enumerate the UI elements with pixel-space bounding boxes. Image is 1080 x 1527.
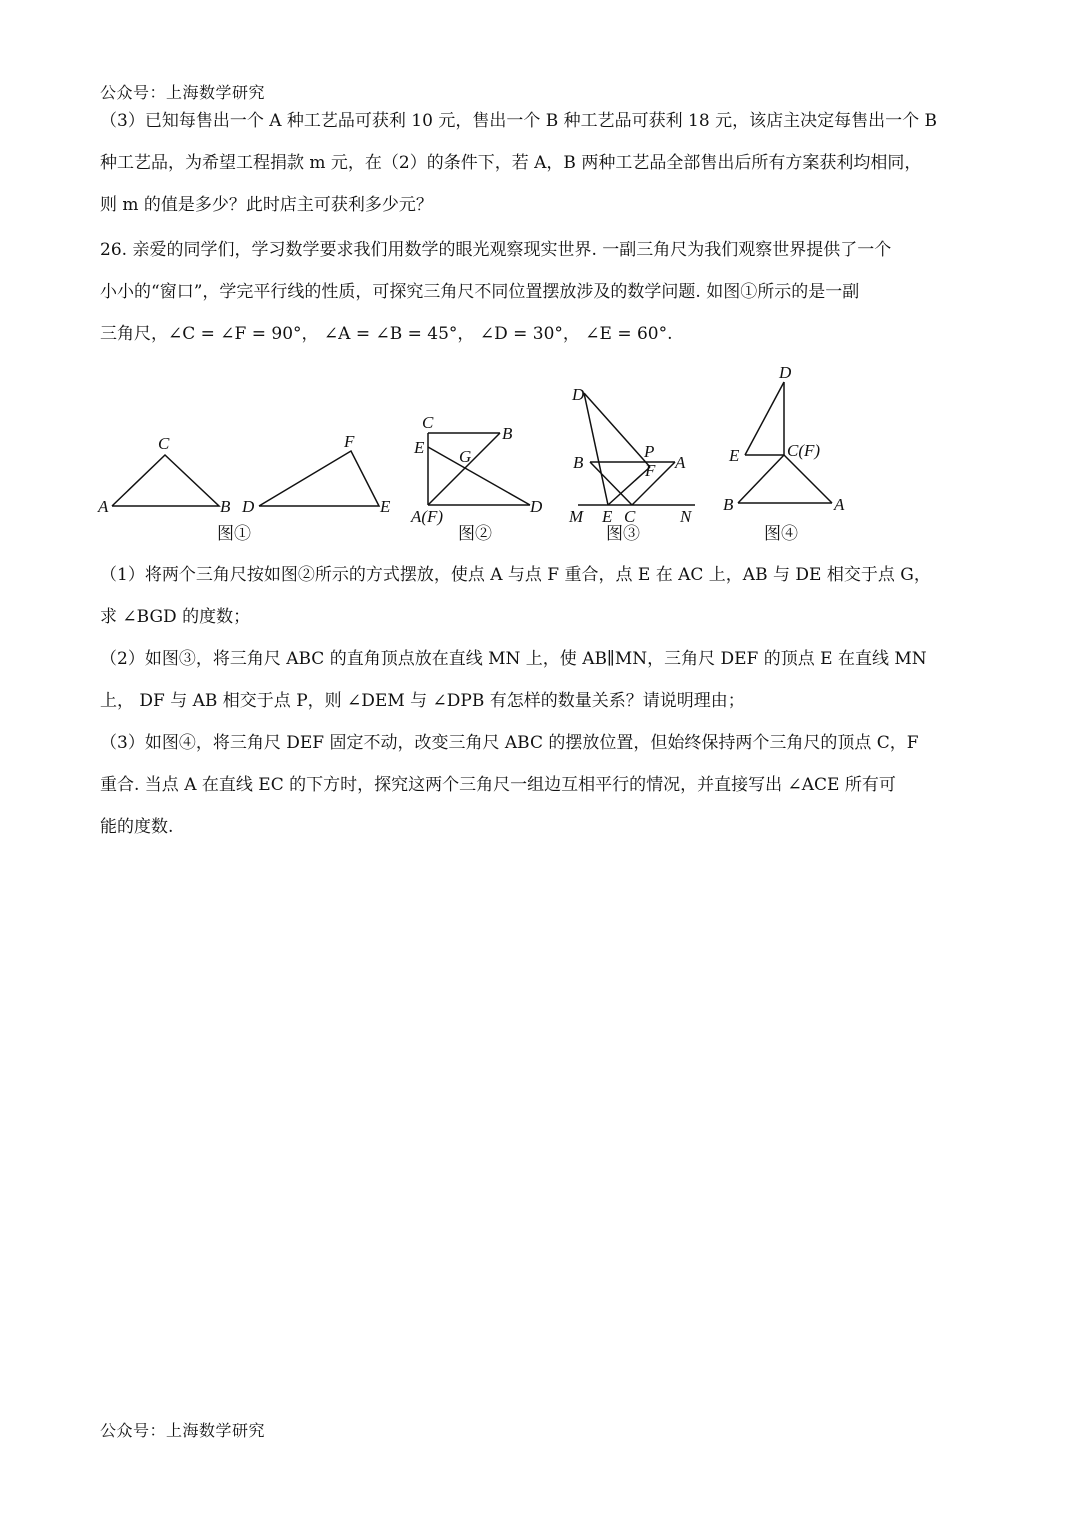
fig1-label-d: D xyxy=(242,497,255,516)
q26-part1-line-1: （1）将两个三角尺按如图②所示的方式摆放，使点 A 与点 F 重合，点 E 在 AC 上，AB 与 DE 相交于点 G， xyxy=(100,565,931,585)
q25-part3-line-2: 种工艺品，为希望工程捐款 m 元，在（2）的条件下，若 A，B 两种工艺品全部售出后所有方案获利均相同， xyxy=(100,153,922,173)
question-25-part-3 xyxy=(100,100,982,226)
q26-line-1: 26. 亲爱的同学们，学习数学要求我们用数学的眼光观察现实世界. 一副三角尺为我们观察世界提供了一个 xyxy=(100,240,892,260)
fig3-line-df xyxy=(584,393,650,467)
fig3-label-c: C xyxy=(624,507,636,526)
fig1-triangle-def xyxy=(259,451,379,506)
page-footer: 公众号：上海数学研究 xyxy=(100,1421,266,1440)
q26-part3-line-3: 能的度数. xyxy=(100,817,174,837)
figure-3-diagram xyxy=(578,393,695,505)
fig2-line-ed xyxy=(428,447,530,505)
fig1-label-e: E xyxy=(380,497,391,516)
fig1-label-c: C xyxy=(158,434,170,453)
fig2-caption: 图② xyxy=(458,524,492,543)
q26-line-3: 三角尺，∠C = ∠F = 90°， ∠A = ∠B = 45°， ∠D = 30°， ∠E = 60°. xyxy=(100,324,673,344)
fig1-triangle-abc xyxy=(112,455,219,506)
fig3-label-m: M xyxy=(569,507,584,526)
question-26-part-3 xyxy=(100,722,982,848)
fig1-label-a: A xyxy=(98,497,109,516)
fig3-label-a: A xyxy=(675,453,686,472)
question-26-intro xyxy=(100,229,982,355)
page-header: 公众号：上海数学研究 xyxy=(100,83,266,102)
fig2-label-af: A(F) xyxy=(411,507,444,526)
fig4-label-a: A xyxy=(834,495,845,514)
fig4-label-e: E xyxy=(729,446,740,465)
fig4-line-cb xyxy=(738,455,784,503)
q25-part3-line-3: 则 m 的值是多少？此时店主可获利多少元？ xyxy=(100,195,433,215)
fig3-label-e: E xyxy=(602,507,613,526)
fig3-label-f: F xyxy=(645,461,656,480)
fig3-label-n: N xyxy=(680,507,692,526)
question-26-part-2 xyxy=(100,638,982,722)
fig2-line-ba xyxy=(428,433,500,505)
fig2-label-d: D xyxy=(530,497,543,516)
fig3-label-b: B xyxy=(573,453,584,472)
q26-part1-line-2: 求 ∠BGD 的度数； xyxy=(100,607,251,627)
fig3-label-d: D xyxy=(572,385,585,404)
q26-part3-line-2: 重合. 当点 A 在直线 EC 的下方时，探究这两个三角尺一组边互相平行的情况，并直接写出 ∠ACE 所有可 xyxy=(100,775,896,795)
fig3-line-bc xyxy=(590,462,632,505)
q26-part3-line-1: （3）如图④，将三角尺 DEF 固定不动，改变三角尺 ABC 的摆放位置，但始终保持两个三角尺的顶点 C，F xyxy=(100,733,919,753)
fig4-line-ca xyxy=(784,455,832,503)
fig4-label-cf: C(F) xyxy=(787,441,821,460)
fig2-label-c: C xyxy=(422,413,434,432)
q26-line-2: 小小的“窗口”，学完平行线的性质，可探究三角尺不同位置摆放涉及的数学问题. 如图①所示的是一副 xyxy=(100,282,860,302)
fig4-line-de xyxy=(745,382,784,455)
fig3-label-p: P xyxy=(644,442,655,461)
figure-2-diagram xyxy=(428,433,530,505)
fig2-label-e: E xyxy=(414,438,425,457)
fig3-caption: 图③ xyxy=(606,524,640,543)
q26-part2-line-2: 上， DF 与 AB 相交于点 P，则 ∠DEM 与 ∠DPB 有怎样的数量关系？请说明理由； xyxy=(100,691,745,711)
q25-part3-line-1: （3）已知每售出一个 A 种工艺品可获利 10 元，售出一个 B 种工艺品可获利 18 元，该店主决定每售出一个 B xyxy=(100,111,937,131)
fig1-caption: 图① xyxy=(217,524,251,543)
fig1-label-b: B xyxy=(220,497,231,516)
fig2-label-g: G xyxy=(459,447,472,466)
question-26-part-1 xyxy=(100,554,982,638)
fig4-label-d: D xyxy=(779,363,792,382)
figures-row xyxy=(0,355,1080,555)
fig2-label-b: B xyxy=(502,424,513,443)
fig4-label-b: B xyxy=(723,495,734,514)
q26-part2-line-1: （2）如图③，将三角尺 ABC 的直角顶点放在直线 MN 上，使 AB∥MN，三角尺 DEF 的顶点 E 在直线 MN xyxy=(100,649,927,669)
fig3-line-de xyxy=(584,393,608,505)
fig4-caption: 图④ xyxy=(764,524,798,543)
fig1-label-f: F xyxy=(344,432,355,451)
